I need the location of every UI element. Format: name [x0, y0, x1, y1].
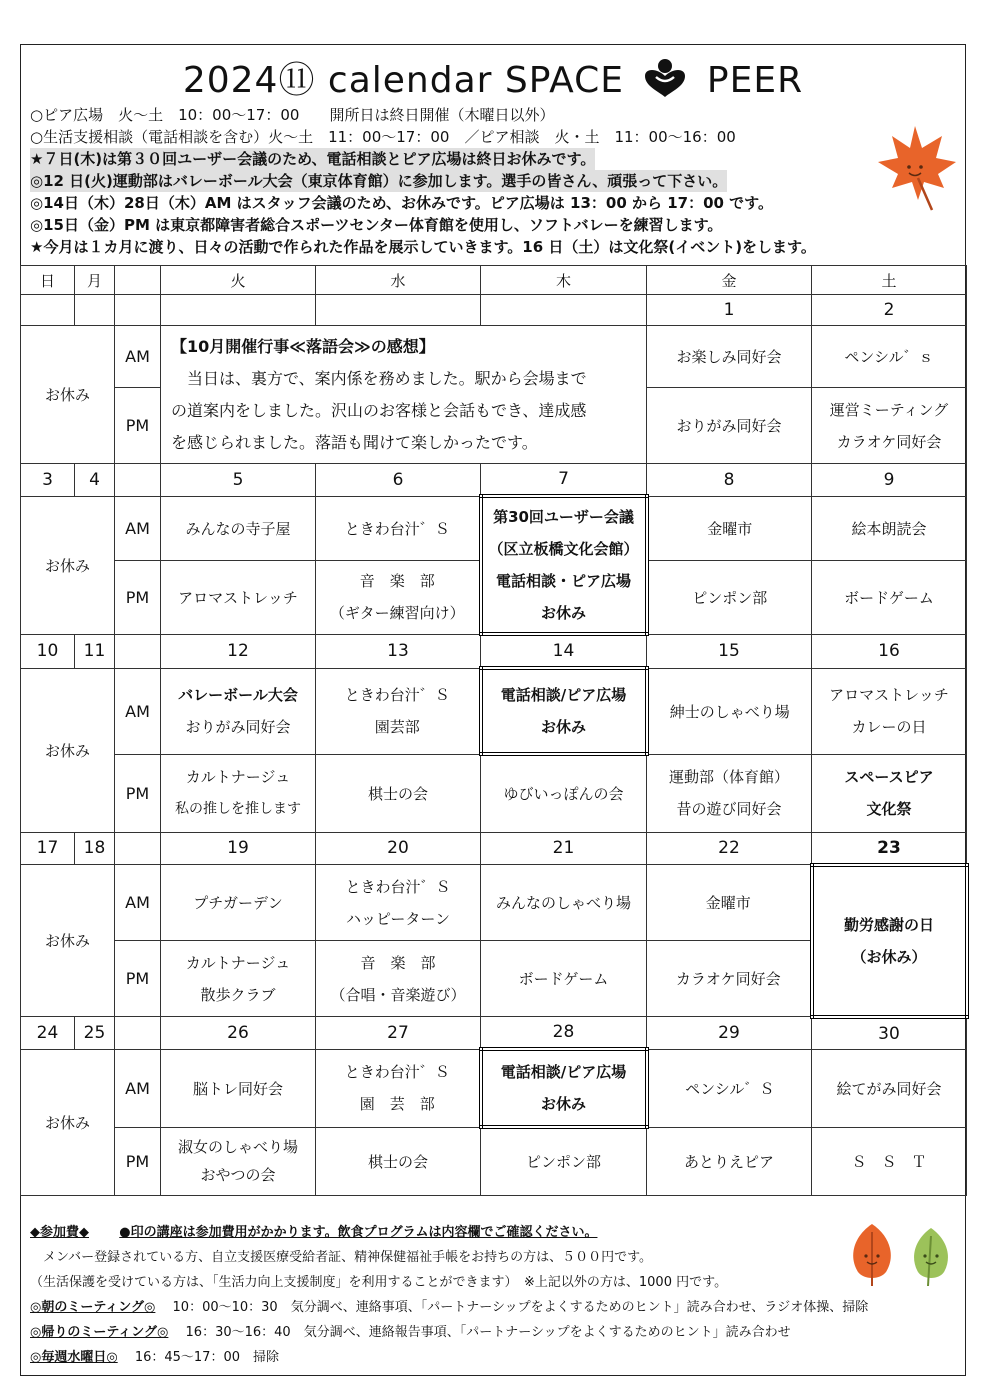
notice-line: お休み: [540, 1095, 586, 1113]
date-cell: 21: [481, 832, 647, 865]
weds-text: 16：45～17：00 掃除: [121, 1350, 279, 1365]
weekday-tue: 火: [161, 266, 316, 295]
activity-line: ときわ台汁゛Ｓ: [345, 877, 451, 896]
page-title: [20, 52, 966, 107]
am-row: [21, 1049, 967, 1127]
date-cell: [21, 295, 75, 326]
activity-cell: [812, 388, 967, 464]
date-cell: 7: [481, 464, 647, 497]
am-label: AM: [115, 1049, 161, 1127]
activity-line: 散歩クラブ: [200, 985, 276, 1004]
date-cell: 14: [481, 634, 647, 668]
date-cell: [115, 634, 161, 668]
date-cell: 4: [75, 464, 115, 497]
date-cell: 16: [812, 634, 967, 668]
date-row: [21, 1017, 967, 1050]
activity-cell: 棋士の会: [316, 754, 481, 832]
date-cell: 2: [812, 295, 967, 326]
activity-line: カルトナージュ: [185, 953, 291, 972]
date-cell: 17: [21, 832, 75, 865]
special-notice-cell: [481, 668, 647, 754]
activity-cell: [316, 865, 481, 941]
pm-row: [21, 754, 967, 832]
evening-label: ◎帰りのミーティング◎: [30, 1325, 169, 1340]
date-cell: [115, 295, 161, 326]
activity-line: （合唱・音楽遊び）: [330, 985, 466, 1004]
date-cell: 19: [161, 832, 316, 865]
activity-cell: 紳士のしゃべり場: [647, 668, 812, 754]
activity-line: 昔の遊び同好会: [676, 800, 782, 818]
date-cell: [75, 295, 115, 326]
maple-leaf-icon: [872, 122, 958, 218]
notice-line: ★今月は１カ月に渡り、日々の活動で作られた作品を展示していきます。16 日（土）は文化祭(イベント)をします。: [30, 238, 816, 256]
date-cell: 15: [647, 634, 812, 668]
activity-line: ときわ台汁゛Ｓ: [344, 1063, 450, 1081]
am-row: [21, 496, 967, 560]
special-notice-cell: [481, 1049, 647, 1127]
notice-list: [30, 104, 930, 258]
activity-cell: [161, 941, 316, 1017]
date-cell: [115, 832, 161, 865]
activity-line: 運動部（体育館）: [668, 768, 789, 786]
activity-cell: みんなのしゃべり場: [481, 865, 647, 941]
activity-line: 運営ミーティング: [829, 400, 949, 419]
activity-line: おりがみ同好会: [185, 718, 291, 736]
activity-cell: [161, 1127, 316, 1195]
activity-cell: [316, 1049, 481, 1127]
off-cell: お休み: [21, 865, 115, 1017]
notice-highlight: ◎12 日(火)運動部はバレーボール大会（東京体育館）に参加します。選手の皆さん、頑張って下さい。: [30, 172, 728, 190]
date-row: [21, 464, 967, 497]
pm-label: PM: [115, 388, 161, 464]
activity-cell: ピンポン部: [647, 560, 812, 634]
activity-line: スペースピア: [844, 768, 934, 786]
date-cell: 27: [316, 1017, 481, 1050]
activity-cell: 金曜市: [647, 496, 812, 560]
notice-line: お休み: [540, 604, 586, 622]
activity-line: バレーボール大会: [178, 686, 298, 704]
date-cell: 12: [161, 634, 316, 668]
activity-line: 園 芸 部: [359, 1095, 435, 1113]
date-cell: 10: [21, 634, 75, 668]
morning-text: 10：00～10：30 気分調べ、連絡事項、「パートナーシップをよくするためのヒント」読み合わせ、ラジオ体操、掃除: [159, 1300, 869, 1315]
date-cell: 23: [812, 832, 967, 865]
notice-line: 第30回ユーザー会議: [493, 508, 634, 526]
date-cell: [161, 295, 316, 326]
weds-label: ◎毎週水曜日◎: [30, 1350, 118, 1365]
date-row: [21, 832, 967, 865]
fee-line: メンバー登録されている方、自立支援医療受給者証、精神保健福祉手帳をお持ちの方は、５００円です。: [30, 1250, 653, 1265]
am-label: AM: [115, 668, 161, 754]
date-cell: 30: [812, 1017, 967, 1050]
am-label: AM: [115, 865, 161, 941]
activity-cell: ピンポン部: [481, 1127, 647, 1195]
activity-cell: アロマストレッチ: [161, 560, 316, 634]
notice-line: （区立板橋文化会館）: [488, 540, 639, 558]
activity-cell: あとりえピア: [647, 1127, 812, 1195]
event-line: 当日は、裏方で、案内係を務めました。駅から会場まで: [171, 368, 587, 388]
activity-cell: Ｓ Ｓ Ｔ: [812, 1127, 967, 1195]
fee-label: ◆参加費◆: [30, 1225, 89, 1240]
activity-cell: [647, 754, 812, 832]
activity-line: 淑女のしゃべり場: [177, 1138, 298, 1156]
weekday-blank: [115, 266, 161, 295]
date-cell: [115, 1017, 161, 1050]
notice-line: 電話相談/ピア広場: [500, 686, 627, 704]
activity-cell: 脳トレ同好会: [161, 1049, 316, 1127]
date-cell: 6: [316, 464, 481, 497]
activity-cell: 棋士の会: [316, 1127, 481, 1195]
activity-line: アロマストレッチ: [829, 686, 949, 704]
pm-row: [21, 1127, 967, 1195]
activity-cell: [316, 941, 481, 1017]
date-cell: 25: [75, 1017, 115, 1050]
evening-text: 16：30～16：40 気分調べ、連絡報告事項、「パートナーシップをよくするためのヒント」読み合わせ: [172, 1325, 791, 1340]
activity-cell: みんなの寺子屋: [161, 496, 316, 560]
am-label: AM: [115, 326, 161, 388]
am-row: [21, 668, 967, 754]
calendar-table: [20, 265, 969, 1196]
notice-line: ◎15日（金）PM は東京都障害者総合スポーツセンター体育館を使用し、ソフトバレーを練習します。: [30, 216, 723, 234]
activity-cell: お楽しみ同好会: [647, 326, 812, 388]
date-cell: [115, 464, 161, 497]
activity-line: カルトナージュ: [185, 768, 291, 786]
weekday-sat: 土: [812, 266, 967, 295]
date-cell: 20: [316, 832, 481, 865]
am-row: [21, 326, 967, 388]
activity-cell: プチガーデン: [161, 865, 316, 941]
activity-cell: [161, 754, 316, 832]
weekday-thu: 木: [481, 266, 647, 295]
peer-logo: [642, 58, 688, 107]
date-cell: 5: [161, 464, 316, 497]
date-cell: 13: [316, 634, 481, 668]
activity-cell: ゆびいっぽんの会: [481, 754, 647, 832]
date-cell: 29: [647, 1017, 812, 1050]
date-cell: 24: [21, 1017, 75, 1050]
date-row: [21, 295, 967, 326]
weekday-sun: 日: [21, 266, 75, 295]
notice-line: ○ピア広場 火～土 10：00～17：00 開所日は終日開催（木曜日以外）: [30, 106, 555, 124]
date-cell: 9: [812, 464, 967, 497]
activity-cell: [812, 754, 967, 832]
activity-cell: おりがみ同好会: [647, 388, 812, 464]
date-cell: [481, 295, 647, 326]
off-cell: お休み: [21, 326, 115, 464]
pm-label: PM: [115, 941, 161, 1017]
activity-line: 音 楽 部: [359, 572, 435, 590]
holiday-line: （お休み）: [851, 947, 927, 966]
activity-cell: ペンシル゛Ｓ: [647, 1049, 812, 1127]
activity-cell: ボードゲーム: [481, 941, 647, 1017]
pm-label: PM: [115, 1127, 161, 1195]
date-cell: 3: [21, 464, 75, 497]
weekday-fri: 金: [647, 266, 812, 295]
date-cell: 28: [481, 1017, 647, 1050]
activity-cell: [316, 668, 481, 754]
notice-highlight: ★７日(木)は第３０回ユーザー会議のため、電話相談とピア広場は終日お休みです。: [30, 150, 596, 168]
activity-cell: カラオケ同好会: [647, 941, 812, 1017]
event-line: の道案内をしました。沢山のお客様と会話もでき、達成感: [171, 400, 587, 420]
am-row: [21, 865, 967, 941]
date-cell: 11: [75, 634, 115, 668]
notice-line: お休み: [540, 718, 586, 736]
activity-cell: [316, 560, 481, 634]
pm-label: PM: [115, 560, 161, 634]
am-label: AM: [115, 496, 161, 560]
notice-line: 電話相談・ピア広場: [495, 572, 631, 590]
title-peer: PEER: [706, 60, 804, 101]
activity-cell: 絵本朗読会: [812, 496, 967, 560]
event-line: を感じられました。落語も聞けて楽しかったです。: [171, 432, 538, 452]
notice-line: 電話相談/ピア広場: [500, 1063, 627, 1081]
activity-line: ときわ台汁゛Ｓ: [344, 686, 450, 704]
off-cell: お休み: [21, 1049, 115, 1195]
holiday-line: 勤労感謝の日: [843, 915, 934, 934]
activity-cell: ペンシル゛ｓ: [812, 326, 967, 388]
fee-line: （生活保護を受けている方は、「生活力向上支援制度」を利用することができます） ※上記以外の方は、1000 円です。: [30, 1275, 728, 1290]
date-cell: 26: [161, 1017, 316, 1050]
activity-cell: 絵てがみ同好会: [812, 1049, 967, 1127]
activity-cell: [161, 668, 316, 754]
title-text: 2024⑪ calendar SPACE: [182, 60, 625, 101]
green-leaf-icon: [908, 1226, 954, 1292]
date-cell: 22: [647, 832, 812, 865]
activity-line: カラオケ同好会: [836, 432, 942, 451]
activity-line: カレーの日: [851, 718, 927, 736]
activity-cell: ときわ台汁゛Ｓ: [316, 496, 481, 560]
activity-line: （ギター練習向け）: [329, 604, 465, 622]
activity-cell: [812, 668, 967, 754]
pm-label: PM: [115, 754, 161, 832]
activity-line: 文化祭: [866, 800, 912, 818]
activity-cell: ボードゲーム: [812, 560, 967, 634]
weekday-wed: 水: [316, 266, 481, 295]
notice-line: ◎14日（木）28日（木）AM はスタッフ会議のため、お休みです。ピア広場は 13：00 から 17：00 です。: [30, 194, 773, 212]
weekday-mon: 月: [75, 266, 115, 295]
date-row: [21, 634, 967, 668]
activity-cell: 金曜市: [647, 865, 812, 941]
fee-note: ●印の講座は参加費用がかかります。飲食プログラムは内容欄でご確認ください。: [119, 1225, 598, 1240]
date-cell: 1: [647, 295, 812, 326]
orange-leaf-icon: [846, 1222, 898, 1292]
date-cell: 8: [647, 464, 812, 497]
activity-line: 私の推しを推します: [175, 801, 301, 817]
notice-line: ○生活支援相談（電話相談を含む）火～土 11：00～17：00 ／ピア相談 火・土 11：00～16：00: [30, 128, 736, 146]
activity-line: 音 楽 部: [360, 953, 436, 972]
morning-label: ◎朝のミーティング◎: [30, 1300, 156, 1315]
date-cell: 18: [75, 832, 115, 865]
footer-notes: [30, 1220, 960, 1370]
activity-line: おやつの会: [200, 1166, 276, 1184]
holiday-cell: [812, 865, 967, 1017]
off-cell: お休み: [21, 668, 115, 832]
event-title: 【10月開催行事≪落語会≫の感想】: [171, 336, 435, 356]
event-report: [161, 326, 647, 464]
activity-line: ハッピーターン: [345, 909, 451, 928]
special-notice-cell: [481, 496, 647, 634]
weekday-header-row: [21, 266, 967, 295]
off-cell: お休み: [21, 496, 115, 634]
activity-line: 園芸部: [374, 718, 420, 736]
date-cell: [316, 295, 481, 326]
